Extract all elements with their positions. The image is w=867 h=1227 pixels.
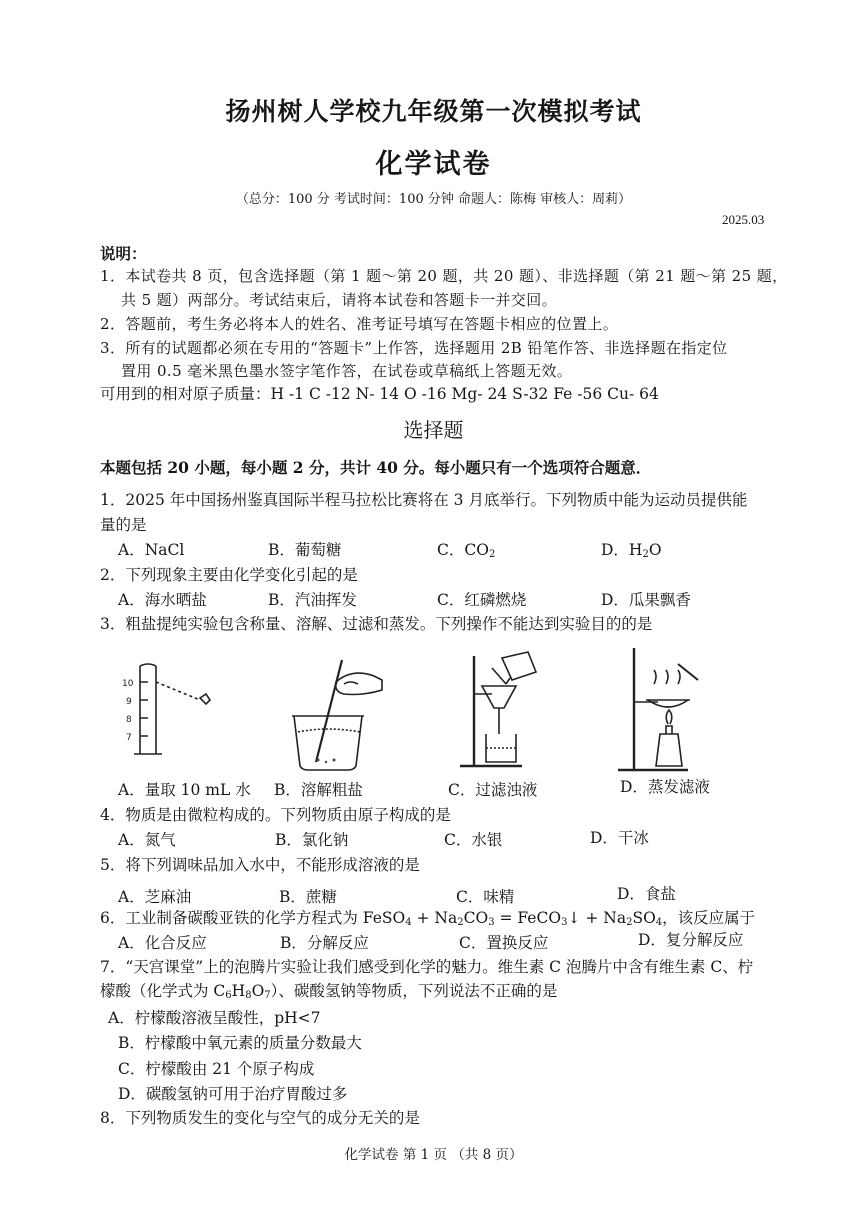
filtration-apparatus-figure xyxy=(452,648,552,774)
q4-option-c: C．水银 xyxy=(444,831,503,849)
q1-stem-line-1: 1．2025 年中国扬州鉴真国际半程马拉松比赛将在 3 月底举行。下列物质中能为运动员提供能 xyxy=(100,491,748,509)
cylinder-tick-8: 8 xyxy=(126,715,132,725)
q3-option-c: C．过滤浊液 xyxy=(448,781,538,799)
q6-option-b: B．分解反应 xyxy=(280,934,369,952)
cylinder-tick-7: 7 xyxy=(126,733,132,743)
q4-option-b: B．氯化钠 xyxy=(275,831,349,849)
note-1-line-1: 1．本试卷共 8 页，包含选择题（第 1 题～第 20 题，共 20 题）、非选择题（第 21 题～第 25 题， xyxy=(100,267,788,285)
q1-stem-line-2: 量的是 xyxy=(100,516,147,534)
q7-option-a: A．柠檬酸溶液呈酸性，pH<7 xyxy=(108,1009,321,1027)
exam-title: 扬州树人学校九年级第一次模拟考试 xyxy=(225,97,642,126)
graduated-cylinder-figure xyxy=(118,660,228,760)
q2-option-a: A．海水晒盐 xyxy=(118,591,207,609)
q2-stem: 2．下列现象主要由化学变化引起的是 xyxy=(100,566,358,584)
note-3-line-2: 置用 0.5 毫米黑色墨水签字笔作答，在试卷或草稿纸上答题无效。 xyxy=(121,362,573,380)
q1-option-a: A．NaCl xyxy=(118,541,185,559)
q3-stem: 3．粗盐提纯实验包含称量、溶解、过滤和蒸发。下列操作不能达到实验目的的是 xyxy=(100,615,653,633)
note-1-line-2: 共 5 题）两部分。考试结束后，请将本试卷和答题卡一并交回。 xyxy=(121,291,558,309)
notes-heading: 说明： xyxy=(100,244,147,263)
q5-option-a: A．芝麻油 xyxy=(118,888,192,906)
q1-option-c: C．$CO_2$ xyxy=(437,541,496,560)
q5-option-b: B．蔗糖 xyxy=(279,888,337,906)
section-instructions: 本题包括 20 小题，每小题 2 分，共计 40 分。每小题只有一个选项符合题意． xyxy=(100,458,652,477)
q3-option-b: B．溶解粗盐 xyxy=(274,781,363,799)
q4-option-a: A．氮气 xyxy=(118,831,176,849)
q1-option-b: B．葡萄糖 xyxy=(268,541,342,559)
note-2: 2．答题前，考生务必将本人的姓名、准考证号填写在答题卡相应的位置上。 xyxy=(100,315,619,333)
q7-stem-line-1: 7．“天宫课堂”上的泡腾片实验让我们感受到化学的魅力。维生素 C 泡腾片中含有维生素 C、柠 xyxy=(100,958,754,976)
q4-stem: 4．物质是由微粒构成的。下列物质由原子构成的是 xyxy=(100,806,451,824)
q6-option-c: C．置换反应 xyxy=(459,934,549,952)
exam-date: 2025.03 xyxy=(722,212,765,227)
atomic-masses: 可用到的相对原子质量：H -1 C -12 N- 14 O -16 Mg- 24 S-32 Fe -56 Cu- 64 xyxy=(100,385,659,403)
q5-option-c: C．味精 xyxy=(456,888,515,906)
q6-option-a: A．化合反应 xyxy=(118,934,207,952)
q3-option-a: A．量取 10 mL 水 xyxy=(118,781,251,799)
q7-option-b: B．柠檬酸中氧元素的质量分数最大 xyxy=(118,1034,362,1052)
exam-meta: （总分：100 分 考试时间：100 分钟 命题人：陈梅 审核人：周莉） xyxy=(235,192,632,207)
q7-option-d: D．碳酸氢钠可用于治疗胃酸过多 xyxy=(118,1085,348,1103)
cylinder-tick-10: 10 xyxy=(122,679,134,689)
q8-stem: 8．下列物质发生的变化与空气的成分无关的是 xyxy=(100,1109,420,1127)
cylinder-tick-9: 9 xyxy=(126,697,132,707)
q5-stem: 5．将下列调味品加入水中，不能形成溶液的是 xyxy=(100,856,420,874)
q1-option-d: D．$H_2O$ xyxy=(601,541,662,560)
q4-option-d: D．干冰 xyxy=(590,829,649,847)
q7-stem-line-2: 檬酸（化学式为 $C_6H_8O_7$）、碳酸氢钠等物质，下列说法不正确的是 xyxy=(100,982,558,1001)
q2-option-b: B．汽油挥发 xyxy=(268,591,357,609)
exam-subject: 化学试卷 xyxy=(375,149,492,180)
q3-option-d: D．蒸发滤液 xyxy=(620,778,710,796)
dissolving-beaker-figure xyxy=(282,654,394,774)
q7-option-c: C．柠檬酸由 21 个原子构成 xyxy=(118,1060,315,1078)
q2-option-d: D．瓜果飘香 xyxy=(601,591,691,609)
note-3-line-1: 3．所有的试题都必须在专用的“答题卡”上作答，选择题用 2B 铅笔作答、非选择题在指定位 xyxy=(100,339,728,357)
page-footer: 化学试卷 第 1 页 （共 8 页） xyxy=(344,1147,523,1163)
q6-option-d: D．复分解反应 xyxy=(638,931,744,949)
section-title: 选择题 xyxy=(403,418,464,442)
q6-stem: 6．工业制备碳酸亚铁的化学方程式为 FeSO$_4$ + $Na_2CO_3$ = FeCO$_3$↓ + $Na_2SO_4$，该反应属于 xyxy=(100,909,756,928)
q5-option-d: D．食盐 xyxy=(617,885,676,903)
evaporation-apparatus-figure xyxy=(608,644,718,778)
q2-option-c: C．红磷燃烧 xyxy=(437,591,527,609)
